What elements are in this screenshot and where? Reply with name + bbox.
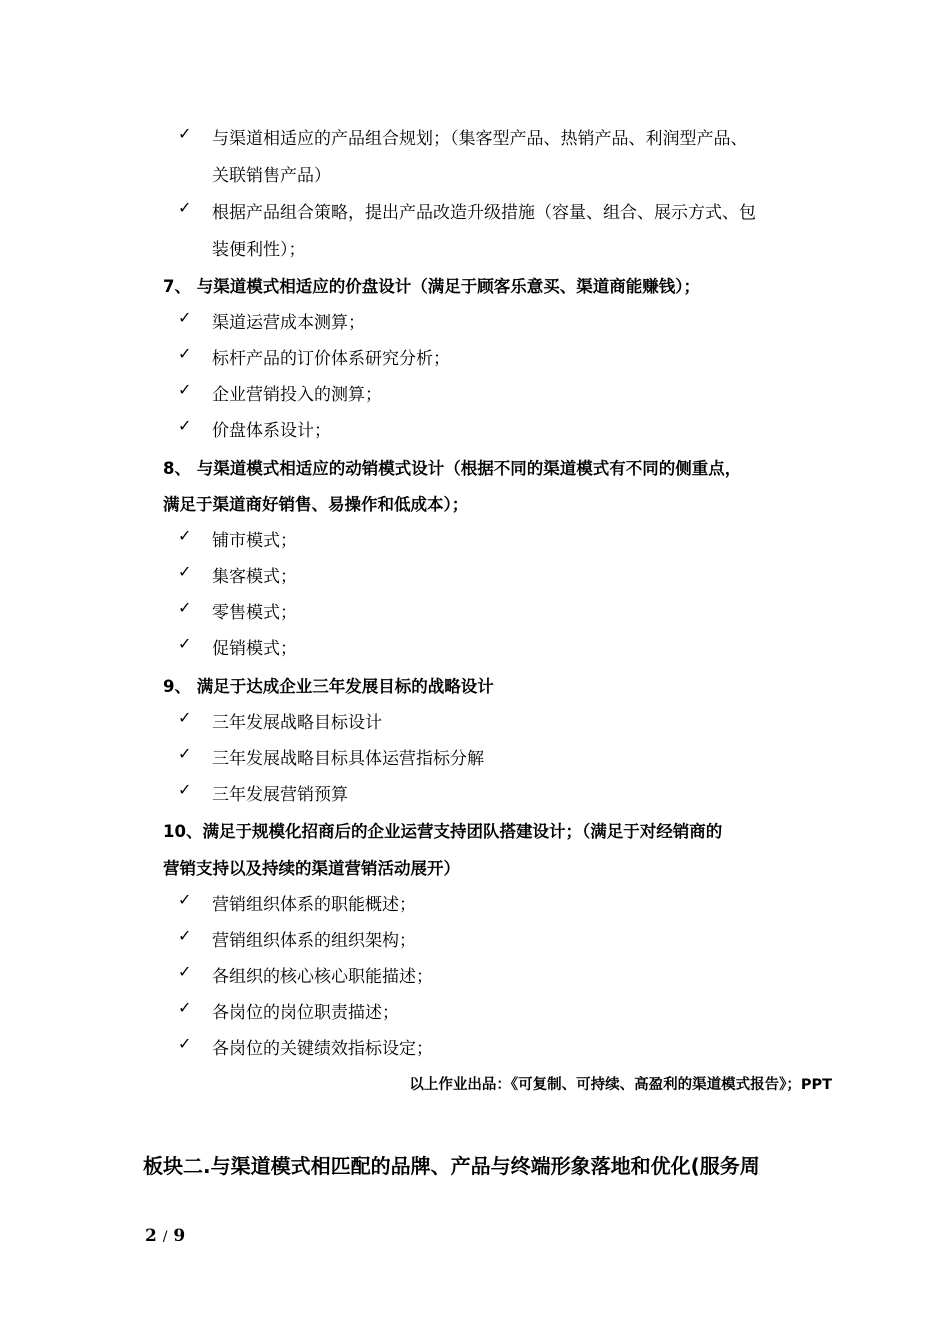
list-item: 三年发展战略目标设计 [212,713,382,733]
section-title: 板块二.与渠道模式相匹配的品牌、产品与终端形象落地和优化(服务周 [143,1154,760,1178]
check-icon: ✓ [178,780,192,799]
check-icon: ✓ [178,708,192,727]
check-icon: ✓ [178,380,192,399]
section-heading-9: 9、 满足于达成企业三年发展目标的战略设计 [163,677,494,696]
check-icon: ✓ [178,1034,192,1053]
page-number [145,1226,185,1246]
section-heading-7: 7、 与渠道模式相适应的价盘设计（满足于顾客乐意买、渠道商能赚钱）； [163,277,700,296]
list-item: 各岗位的岗位职责描述； [212,1003,399,1023]
check-icon: ✓ [178,598,192,617]
bullet-text-continued: 关联销售产品） [212,166,331,186]
list-item: 营销组织体系的组织架构； [212,931,416,951]
bullet-text: 根据产品组合策略，提出产品改造升级措施（容量、组合、展示方式、包 [212,203,756,223]
check-icon: ✓ [178,124,192,143]
check-icon: ✓ [178,344,192,363]
list-item: 三年发展营销预算 [212,785,348,805]
section-heading-8-continued: 满足于渠道商好销售、易操作和低成本）； [163,495,469,514]
page-total: 9 [173,1226,186,1246]
check-icon: ✓ [178,998,192,1017]
check-icon: ✓ [178,562,192,581]
section-heading-10: 10、满足于规模化招商后的企业运营支持团队搭建设计；（满足于对经销商的 [163,822,723,841]
check-icon: ✓ [178,416,192,435]
list-item: 各组织的核心核心职能描述； [212,967,433,987]
list-item: 各岗位的关键绩效指标设定； [212,1039,433,1059]
check-icon: ✓ [178,634,192,653]
check-icon: ✓ [178,308,192,327]
bullet-text-continued: 装便利性）； [212,240,306,260]
list-item: 零售模式； [212,603,297,623]
list-item: 集客模式； [212,567,297,587]
check-icon: ✓ [178,526,192,545]
list-item: 企业营销投入的测算； [212,385,382,405]
list-item: 促销模式； [212,639,297,659]
check-icon: ✓ [178,198,192,217]
check-icon: ✓ [178,744,192,763]
page-separator: / [162,1229,168,1245]
section-heading-8: 8、 与渠道模式相适应的动销模式设计（根据不同的渠道模式有不同的侧重点， [163,459,742,478]
list-item: 渠道运营成本测算； [212,313,365,333]
page-current: 2 [145,1226,157,1246]
list-item: 三年发展战略目标具体运营指标分解 [212,749,484,769]
list-item: 铺市模式； [212,531,297,551]
bullet-text: 与渠道相适应的产品组合规划；（集客型产品、热销产品、利润型产品、 [212,129,748,149]
list-item: 标杆产品的订价体系研究分析； [212,349,450,369]
list-item: 价盘体系设计； [212,421,331,441]
check-icon: ✓ [178,962,192,981]
list-item: 营销组织体系的职能概述； [212,895,416,915]
check-icon: ✓ [178,926,192,945]
section-heading-10-continued: 营销支持以及持续的渠道营销活动展开） [163,859,460,878]
check-icon: ✓ [178,890,192,909]
output-note: 以上作业出品：《可复制、可持续、高盈利的渠道模式报告》；PPT [409,1077,832,1093]
